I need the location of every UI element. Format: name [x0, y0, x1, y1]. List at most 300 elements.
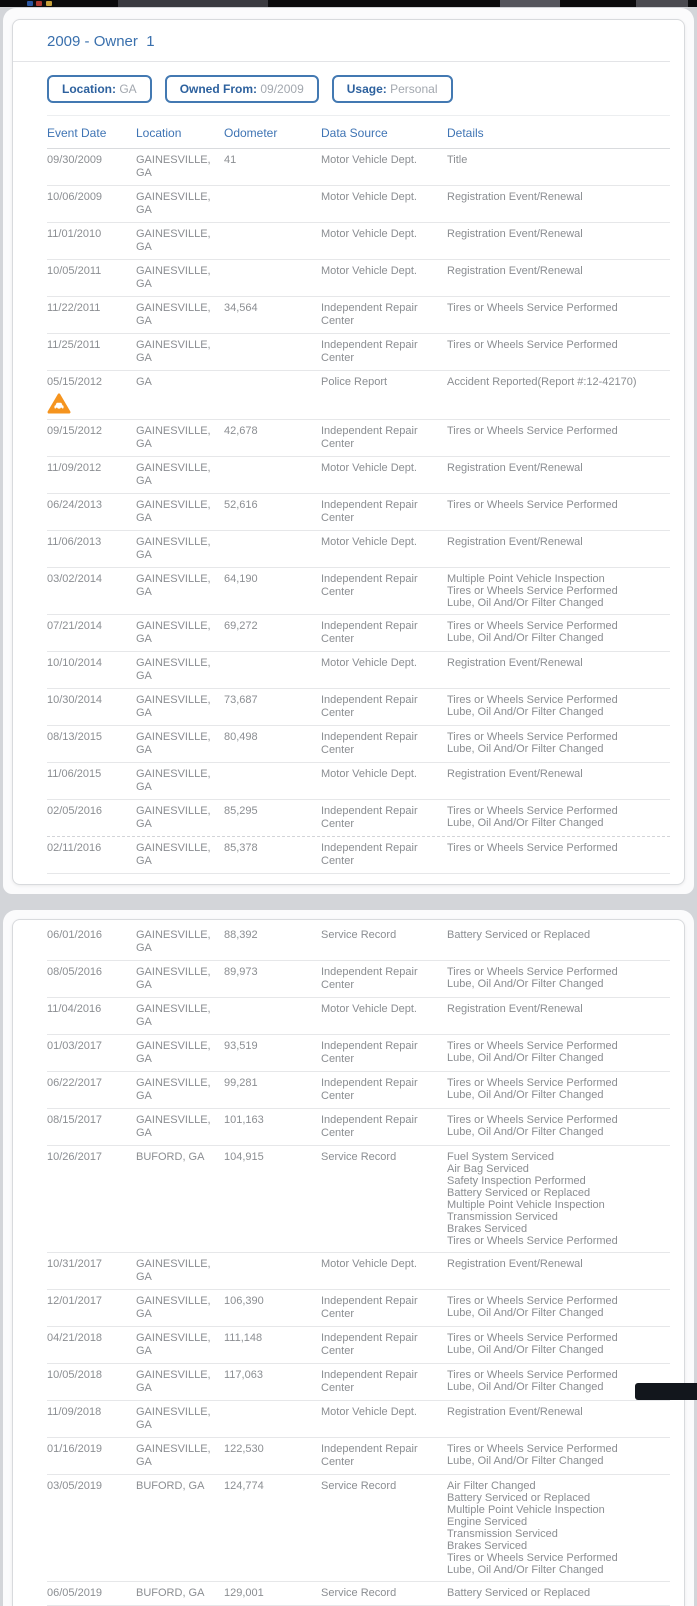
detail-line: Transmission Serviced [447, 1211, 558, 1223]
detail-line: Registration Event/Renewal [447, 1406, 583, 1418]
detail-line: Tires or Wheels Service Performed [447, 842, 618, 854]
event-date-text: 09/15/2012 [47, 425, 103, 437]
event-date-text: 09/30/2009 [47, 154, 103, 166]
event-date-cell [47, 1406, 136, 1432]
event-date-text: 04/21/2018 [47, 1332, 103, 1344]
event-date-cell [47, 265, 136, 291]
detail-line: Tires or Wheels Service Performed [447, 1114, 618, 1126]
location-cell: GAINESVILLE, GA [136, 1040, 211, 1065]
chip-usage-label: Usage: [346, 82, 387, 96]
event-date-cell [47, 842, 136, 868]
odometer-cell: 101,163 [224, 1114, 264, 1126]
event-date-cell [47, 376, 136, 414]
details-cell [447, 573, 670, 609]
event-date-text: 02/11/2016 [47, 842, 102, 854]
location-cell: GAINESVILLE, GA [136, 1258, 211, 1283]
detail-line: Multiple Point Vehicle Inspection [447, 1199, 605, 1211]
detail-line: Lube, Oil And/Or Filter Changed [447, 1455, 604, 1467]
odometer-cell: 129,001 [224, 1587, 264, 1599]
details-cell [447, 1295, 670, 1321]
detail-line: Lube, Oil And/Or Filter Changed [447, 1381, 604, 1393]
detail-line: Tires or Wheels Service Performed [447, 1040, 618, 1052]
location-cell: GAINESVILLE, GA [136, 265, 211, 290]
details-cell [447, 768, 670, 794]
location-cell: GAINESVILLE, GA [136, 768, 211, 793]
location-cell: GAINESVILLE, GA [136, 536, 211, 561]
detail-line: Tires or Wheels Service Performed [447, 966, 618, 978]
table-row [47, 223, 670, 260]
event-date-cell [47, 1114, 136, 1140]
event-date-cell [47, 154, 136, 180]
detail-line: Registration Event/Renewal [447, 191, 583, 203]
detail-line: Title [447, 154, 468, 166]
data-source-cell: Independent Repair Center [321, 573, 418, 598]
details-cell [447, 731, 670, 757]
event-date-text: 08/05/2016 [47, 966, 103, 978]
top-bar-text-fragment [500, 0, 560, 7]
event-date-text: 03/05/2019 [47, 1480, 103, 1492]
table-row [47, 1438, 670, 1475]
chip-location-label: Location: [62, 82, 116, 96]
table-row [47, 1290, 670, 1327]
table-row [47, 924, 670, 961]
details-cell [447, 302, 670, 328]
detail-line: Lube, Oil And/Or Filter Changed [447, 1344, 604, 1356]
location-cell: GAINESVILLE, GA [136, 1406, 211, 1431]
detail-line: Tires or Wheels Service Performed [447, 425, 618, 437]
top-bar-logo-fragment [46, 1, 52, 6]
detail-line: Tires or Wheels Service Performed [447, 1295, 618, 1307]
event-date-cell [47, 499, 136, 525]
odometer-cell: 99,281 [224, 1077, 258, 1089]
detail-line: Lube, Oil And/Or Filter Changed [447, 1307, 604, 1319]
top-bar-text-fragment [636, 0, 688, 7]
event-table-part1 [47, 149, 670, 874]
event-table-header [47, 115, 670, 149]
detail-line: Registration Event/Renewal [447, 657, 583, 669]
event-date-cell [47, 573, 136, 609]
location-cell: GAINESVILLE, GA [136, 191, 211, 216]
data-source-cell: Independent Repair Center [321, 1295, 418, 1320]
odometer-cell: 89,973 [224, 966, 258, 978]
location-cell: GAINESVILLE, GA [136, 573, 211, 598]
data-source-cell: Police Report [321, 376, 388, 388]
event-date-cell [47, 1295, 136, 1321]
odometer-cell: 34,564 [224, 302, 258, 314]
event-date-text: 03/02/2014 [47, 573, 103, 585]
detail-line: Tires or Wheels Service Performed [447, 620, 618, 632]
top-bar-logo-fragment [27, 1, 33, 6]
data-source-cell: Motor Vehicle Dept. [321, 154, 417, 166]
data-source-cell: Independent Repair Center [321, 694, 418, 719]
location-cell: GAINESVILLE, GA [136, 1295, 211, 1320]
detail-line: Lube, Oil And/Or Filter Changed [447, 978, 604, 990]
location-cell: GAINESVILLE, GA [136, 462, 211, 487]
event-date-text: 11/25/2011 [47, 339, 101, 351]
column-header-odometer: Odometer [224, 126, 278, 140]
table-row [47, 1253, 670, 1290]
detail-line: Tires or Wheels Service Performed [447, 339, 618, 351]
detail-line: Transmission Serviced [447, 1528, 558, 1540]
column-header-event-date: Event Date [47, 126, 107, 140]
details-cell [447, 154, 670, 180]
location-cell: GAINESVILLE, GA [136, 228, 211, 253]
detail-line: Brakes Serviced [447, 1540, 528, 1552]
table-row [47, 998, 670, 1035]
event-date-cell [47, 462, 136, 488]
detail-line: Safety Inspection Performed [447, 1175, 586, 1187]
details-cell [447, 1077, 670, 1103]
odometer-cell: 111,148 [224, 1332, 263, 1344]
event-date-cell [47, 425, 136, 451]
event-date-cell [47, 805, 136, 831]
event-table-part2 [47, 924, 670, 1606]
details-cell [447, 1406, 670, 1432]
detail-line: Tires or Wheels Service Performed [447, 731, 618, 743]
details-cell [447, 265, 670, 291]
details-cell [447, 339, 670, 365]
detail-line: Battery Serviced or Replaced [447, 929, 591, 941]
event-date-cell [47, 302, 136, 328]
detail-line: Air Bag Serviced [447, 1163, 529, 1175]
chip-location [47, 75, 152, 103]
table-row [47, 1035, 670, 1072]
odometer-cell [224, 228, 321, 254]
event-date-text: 06/22/2017 [47, 1077, 103, 1089]
bottom-banner-sliver [635, 1383, 697, 1400]
details-cell [447, 842, 670, 868]
detail-line: Engine Serviced [447, 1516, 528, 1528]
detail-line: Battery Serviced or Replaced [447, 1492, 591, 1504]
details-cell [447, 425, 670, 451]
table-row [47, 1475, 670, 1582]
data-source-cell: Motor Vehicle Dept. [321, 536, 417, 548]
detail-line: Accident Reported(Report #:12-42170) [447, 376, 637, 388]
event-date-cell [47, 620, 136, 646]
chip-usage [332, 75, 453, 103]
detail-line: Tires or Wheels Service Performed [447, 1369, 618, 1381]
data-source-cell: Independent Repair Center [321, 620, 418, 645]
details-cell [447, 1003, 670, 1029]
table-row [47, 186, 670, 223]
data-source-cell: Service Record [321, 929, 397, 941]
table-row [47, 615, 670, 652]
data-source-cell: Motor Vehicle Dept. [321, 228, 417, 240]
details-cell [447, 1332, 670, 1358]
details-cell [447, 228, 670, 254]
event-date-text: 11/09/2012 [47, 462, 102, 474]
details-cell [447, 1114, 670, 1140]
report-panel-1 [3, 8, 694, 894]
detail-line: Air Filter Changed [447, 1480, 536, 1492]
event-date-cell [47, 1480, 136, 1576]
table-row [47, 1109, 670, 1146]
data-source-cell: Motor Vehicle Dept. [321, 768, 417, 780]
detail-line: Lube, Oil And/Or Filter Changed [447, 706, 604, 718]
data-source-cell: Independent Repair Center [321, 805, 418, 830]
column-header-data-source: Data Source [321, 126, 388, 140]
chip-usage-value: Personal [390, 82, 438, 96]
event-date-cell [47, 731, 136, 757]
odometer-cell: 93,519 [224, 1040, 258, 1052]
location-cell: GAINESVILLE, GA [136, 425, 211, 450]
odometer-cell: 80,498 [224, 731, 258, 743]
event-date-cell [47, 1369, 136, 1395]
event-date-text: 05/15/2012 [47, 376, 103, 388]
data-source-cell: Service Record [321, 1587, 397, 1599]
event-date-text: 11/01/2010 [47, 228, 102, 240]
detail-line: Tires or Wheels Service Performed [447, 499, 618, 511]
location-cell: BUFORD, GA [136, 1151, 205, 1163]
location-cell: GAINESVILLE, GA [136, 657, 211, 682]
odometer-cell: 88,392 [224, 929, 258, 941]
detail-line: Tires or Wheels Service Performed [447, 805, 618, 817]
top-bar-remnant [0, 0, 697, 7]
event-date-cell [47, 1332, 136, 1358]
data-source-cell: Independent Repair Center [321, 966, 418, 991]
event-date-cell [47, 694, 136, 720]
event-date-text: 10/30/2014 [47, 694, 103, 706]
owner-section-card-continued [12, 919, 685, 1606]
location-cell: GAINESVILLE, GA [136, 1003, 211, 1028]
detail-line: Registration Event/Renewal [447, 536, 583, 548]
location-cell: GAINESVILLE, GA [136, 499, 211, 524]
data-source-cell: Service Record [321, 1151, 397, 1163]
detail-line: Lube, Oil And/Or Filter Changed [447, 1089, 604, 1101]
odometer-cell [224, 339, 321, 365]
detail-line: Fuel System Serviced [447, 1151, 554, 1163]
event-date-cell [47, 929, 136, 955]
table-row [47, 297, 670, 334]
table-row [47, 800, 670, 837]
event-date-text: 01/16/2019 [47, 1443, 103, 1455]
detail-line: Registration Event/Renewal [447, 1258, 583, 1270]
odometer-cell: 42,678 [224, 425, 258, 437]
odometer-cell [224, 657, 321, 683]
detail-line: Registration Event/Renewal [447, 265, 583, 277]
table-row [47, 837, 670, 874]
location-cell: GAINESVILLE, GA [136, 1443, 211, 1468]
table-row [47, 961, 670, 998]
detail-line: Tires or Wheels Service Performed [447, 1332, 618, 1344]
data-source-cell: Motor Vehicle Dept. [321, 265, 417, 277]
location-cell: GAINESVILLE, GA [136, 731, 211, 756]
table-row [47, 531, 670, 568]
top-bar-text-fragment [118, 0, 268, 7]
odometer-cell [224, 768, 321, 794]
location-cell: GAINESVILLE, GA [136, 1077, 211, 1102]
chip-owned-from-value: 09/2009 [260, 82, 304, 96]
column-header-location: Location [136, 126, 182, 140]
event-date-text: 11/06/2013 [47, 536, 102, 548]
odometer-cell: 85,295 [224, 805, 258, 817]
event-date-text: 10/31/2017 [47, 1258, 103, 1270]
odometer-cell: 106,390 [224, 1295, 264, 1307]
owner-section-title: 2009 - Owner 1 [47, 33, 155, 50]
odometer-cell [224, 1406, 321, 1432]
location-cell: GAINESVILLE, GA [136, 842, 211, 867]
event-date-text: 10/05/2011 [47, 265, 102, 277]
odometer-cell [224, 1003, 321, 1029]
owner-summary-chips [47, 62, 670, 115]
table-row [47, 371, 670, 420]
detail-line: Tires or Wheels Service Performed [447, 1443, 618, 1455]
odometer-cell: 117,063 [224, 1369, 263, 1381]
details-cell [447, 657, 670, 683]
details-cell [447, 1258, 670, 1284]
event-date-cell [47, 191, 136, 217]
data-source-cell: Independent Repair Center [321, 1040, 418, 1065]
odometer-cell [224, 1258, 321, 1284]
odometer-cell [224, 191, 321, 217]
odometer-cell: 52,616 [224, 499, 258, 511]
location-cell: GAINESVILLE, GA [136, 1114, 211, 1139]
data-source-cell: Independent Repair Center [321, 499, 418, 524]
detail-line: Lube, Oil And/Or Filter Changed [447, 1564, 604, 1576]
details-cell [447, 966, 670, 992]
odometer-cell [224, 536, 321, 562]
odometer-cell: 122,530 [224, 1443, 264, 1455]
table-row [47, 334, 670, 371]
detail-line: Registration Event/Renewal [447, 1003, 583, 1015]
table-row [47, 1327, 670, 1364]
odometer-cell: 104,915 [224, 1151, 264, 1163]
details-cell [447, 191, 670, 217]
table-row [47, 1364, 670, 1401]
column-header-details: Details [447, 126, 484, 140]
details-cell [447, 694, 670, 720]
details-cell [447, 620, 670, 646]
event-date-text: 06/05/2019 [47, 1587, 103, 1599]
details-cell [447, 1151, 670, 1247]
detail-line: Tires or Wheels Service Performed [447, 1077, 618, 1089]
event-date-text: 10/26/2017 [47, 1151, 103, 1163]
data-source-cell: Independent Repair Center [321, 842, 418, 867]
event-date-text: 08/15/2017 [47, 1114, 103, 1126]
event-date-cell [47, 657, 136, 683]
data-source-cell: Motor Vehicle Dept. [321, 1003, 417, 1015]
event-date-text: 01/03/2017 [47, 1040, 103, 1052]
data-source-cell: Independent Repair Center [321, 1443, 418, 1468]
event-date-text: 02/05/2016 [47, 805, 103, 817]
details-cell [447, 1480, 670, 1576]
event-date-text: 11/09/2018 [47, 1406, 102, 1418]
location-cell: GAINESVILLE, GA [136, 966, 211, 991]
report-panel-2 [3, 910, 694, 1606]
event-date-text: 10/10/2014 [47, 657, 103, 669]
data-source-cell: Service Record [321, 1480, 397, 1492]
details-cell [447, 1443, 670, 1469]
detail-line: Tires or Wheels Service Performed [447, 1235, 618, 1247]
details-cell [447, 499, 670, 525]
detail-line: Registration Event/Renewal [447, 768, 583, 780]
data-source-cell: Independent Repair Center [321, 302, 418, 327]
detail-line: Lube, Oil And/Or Filter Changed [447, 1052, 604, 1064]
odometer-cell [224, 376, 321, 414]
odometer-cell: 69,272 [224, 620, 258, 632]
data-source-cell: Independent Repair Center [321, 339, 418, 364]
table-row [47, 689, 670, 726]
odometer-cell: 85,378 [224, 842, 258, 854]
odometer-cell: 73,687 [224, 694, 258, 706]
location-cell: GAINESVILLE, GA [136, 1369, 211, 1394]
detail-line: Battery Serviced or Replaced [447, 1587, 591, 1599]
event-date-cell [47, 1258, 136, 1284]
location-cell: GA [136, 376, 152, 388]
data-source-cell: Motor Vehicle Dept. [321, 191, 417, 203]
details-cell [447, 929, 670, 955]
table-row [47, 568, 670, 615]
chip-owned-from-label: Owned From: [179, 82, 258, 96]
data-source-cell: Motor Vehicle Dept. [321, 1258, 417, 1270]
odometer-cell [224, 265, 321, 291]
odometer-cell: 64,190 [224, 573, 258, 585]
detail-line: Tires or Wheels Service Performed [447, 585, 618, 597]
detail-line: Registration Event/Renewal [447, 228, 583, 240]
table-row [47, 652, 670, 689]
owner-section-card [12, 19, 685, 885]
location-cell: BUFORD, GA [136, 1480, 205, 1492]
table-row [47, 1072, 670, 1109]
odometer-cell [224, 462, 321, 488]
data-source-cell: Independent Repair Center [321, 1369, 418, 1394]
detail-line: Multiple Point Vehicle Inspection [447, 1504, 605, 1516]
data-source-cell: Motor Vehicle Dept. [321, 1406, 417, 1418]
chip-owned-from [165, 75, 319, 103]
detail-line: Multiple Point Vehicle Inspection [447, 573, 605, 585]
event-date-cell [47, 966, 136, 992]
event-date-text: 11/22/2011 [47, 302, 101, 314]
event-date-text: 06/24/2013 [47, 499, 103, 511]
detail-line: Lube, Oil And/Or Filter Changed [447, 1126, 604, 1138]
location-cell: GAINESVILLE, GA [136, 620, 211, 645]
details-cell [447, 1040, 670, 1066]
detail-line: Registration Event/Renewal [447, 462, 583, 474]
detail-line: Lube, Oil And/Or Filter Changed [447, 597, 604, 609]
location-cell: GAINESVILLE, GA [136, 302, 211, 327]
details-cell [447, 462, 670, 488]
event-date-text: 06/01/2016 [47, 929, 103, 941]
event-date-cell [47, 768, 136, 794]
detail-line: Tires or Wheels Service Performed [447, 694, 618, 706]
location-cell: GAINESVILLE, GA [136, 694, 211, 719]
odometer-cell: 124,774 [224, 1480, 264, 1492]
detail-line: Lube, Oil And/Or Filter Changed [447, 743, 604, 755]
event-date-cell [47, 1151, 136, 1247]
event-date-cell [47, 339, 136, 365]
table-row [47, 149, 670, 186]
chip-location-value: GA [119, 82, 137, 96]
detail-line: Tires or Wheels Service Performed [447, 302, 618, 314]
details-cell [447, 1587, 670, 1600]
location-cell: GAINESVILLE, GA [136, 805, 211, 830]
event-date-cell [47, 228, 136, 254]
event-date-cell [47, 1003, 136, 1029]
table-row [47, 1401, 670, 1438]
location-cell: GAINESVILLE, GA [136, 1332, 211, 1357]
table-row [47, 763, 670, 800]
table-row [47, 420, 670, 457]
table-row [47, 726, 670, 763]
data-source-cell: Independent Repair Center [321, 425, 418, 450]
event-date-cell [47, 1443, 136, 1469]
odometer-cell: 41 [224, 154, 237, 166]
table-row [47, 1582, 670, 1606]
detail-line: Battery Serviced or Replaced [447, 1187, 591, 1199]
table-row [47, 260, 670, 297]
data-source-cell: Motor Vehicle Dept. [321, 462, 417, 474]
event-date-text: 10/06/2009 [47, 191, 103, 203]
